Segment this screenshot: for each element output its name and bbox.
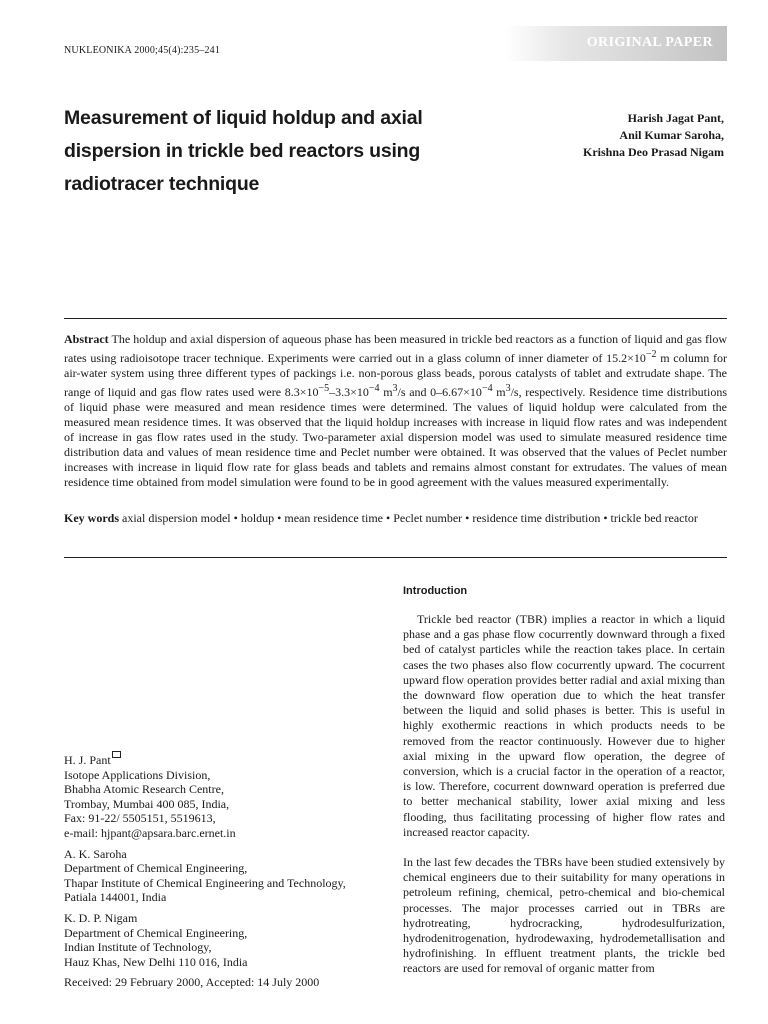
affiliation-block [64, 847, 384, 905]
paragraph: In the last few decades the TBRs have been studied extensively by chemical engineers due to their suitability for many operations in petroleum refining, chemical, petro-chemical and bio-chemical processes. The major processes carried out in TBRs are hydrotreating, hydrocracking, hydrodesulfurization, hydrodenitrogenation, hydrodewaxing, hydrodemetallisation and hydrofinishing. In effluent treatment plants, the trickle bed reactors are used for removal of organic matter from [403, 855, 725, 976]
article-type-badge [505, 26, 727, 61]
section-heading: Introduction [403, 585, 468, 597]
affiliations [64, 751, 384, 990]
superscript: −2 [645, 349, 657, 360]
abstract-text: m [492, 385, 506, 399]
author-name: Krishna Deo Prasad Nigam [583, 145, 724, 159]
affiliation-author [64, 751, 384, 768]
author-name: Harish Jagat Pant, [627, 111, 724, 125]
abstract-text: m [379, 385, 393, 399]
superscript: −4 [368, 383, 380, 394]
article-type-label: ORIGINAL PAPER [586, 35, 713, 50]
abstract-text: /s, respectively. Residence time distributions of liquid phase were measured and mean residence times were determined. The values of liquid holdup were calculated from the measured mean residence times. It was observed that the liquid holdup increases with increase in liquid flow rates and was independent of increase in gas flow rates used in the study. Two-parameter axial dispersion model was used to simulate measured residence time distribution data and values of mean residence time and Peclet number were obtained. It was observed that the values of Peclet number increases with increase in liquid flow rate for glass beads and tablets and remains almost constant for extrudates. The values of mean residence time obtained from model simulation were found to be in good agreement with the values measured experimentally. [64, 385, 727, 489]
paper-title: Measurement of liquid holdup and axial dispersion in trickle bed reactors using radiotracer technique [64, 107, 423, 195]
affiliation-line: Hauz Khas, New Delhi 110 016, India [64, 954, 248, 969]
abstract-text: /s and 0–6.67×10 [397, 385, 482, 399]
abstract-text: The holdup and axial dispersion of aqueous phase has been measured in trickle bed reactors as a function of liquid and gas flow rates using radioisotope tracer technique. Experiments were carried out in a glass column of inner diameter of 15.2×10 [64, 332, 727, 365]
journal-reference: NUKLEONIKA 2000;45(4):235–241 [64, 45, 221, 56]
superscript: −4 [481, 383, 493, 394]
author-list [583, 110, 724, 161]
paragraph: Trickle bed reactor (TBR) implies a reactor in which a liquid phase and a gas phase flow cocurrently downward through a fixed bed of catalyst particles while the reaction takes place. In certain cases the two phases also flow cocurrently upward. The cocurrent upward flow operation provides better radial and axial mixing than the downward flow operation due to which the heat transfer between the liquid and solid phases is better. This is useful in highly exothermic reactions in which products needs to be removed from the reactor continuously. However due to higher axial mixing in the upward flow operation, the degree of conversion, which is a crucial factor in the operation of a reactor, is low. Therefore, cocurrent downward operation is preferred due to better mechanical stability, lower axial mixing and less flooding, thus facilitating processing of higher flow rates and increased reactor capacity. [403, 612, 725, 839]
envelope-icon [112, 751, 121, 758]
divider [64, 557, 727, 558]
keywords-label: Key words [64, 511, 119, 525]
keywords-text: axial dispersion model • holdup • mean residence time • Peclet number • residence time distribution • trickle bed reactor [122, 511, 698, 525]
superscript: 3 [392, 383, 398, 394]
affiliation-line: Trombay, Mumbai 400 085, India, [64, 796, 230, 811]
affiliation-line: Bhabha Atomic Research Centre, [64, 782, 224, 797]
affiliation-name: K. D. P. Nigam [64, 910, 138, 925]
superscript: 3 [505, 383, 511, 394]
abstract [64, 332, 727, 490]
introduction-body [403, 612, 725, 977]
affiliation-line: Patiala 144001, India [64, 890, 167, 905]
affiliation-line: Isotope Applications Division, [64, 767, 211, 782]
affiliation-line: Department of Chemical Engineering, [64, 925, 248, 940]
abstract-text: –3.3×10 [329, 385, 369, 399]
affiliation-name: A. K. Saroha [64, 846, 127, 861]
affiliation-email: e-mail: hjpant@apsara.barc.ernet.in [64, 825, 236, 840]
affiliation-line: Thapar Institute of Chemical Engineering and Technology, [64, 875, 346, 890]
affiliation-name: H. J. Pant [64, 753, 111, 767]
affiliation-line: Department of Chemical Engineering, [64, 861, 248, 876]
keywords [64, 511, 727, 526]
received-dates: Received: 29 February 2000, Accepted: 14 July 2000 [64, 975, 320, 990]
affiliation-line: Indian Institute of Technology, [64, 940, 212, 955]
abstract-text: m column for air-water system using three different types of packings i.e. non-porous glass beads, porous catalysts of tablet and extrudate shape. The range of liquid and gas flow rates used were 8.3×10 [64, 351, 728, 399]
abstract-label: Abstract [64, 332, 109, 346]
superscript: −5 [318, 383, 330, 394]
affiliation-block [64, 911, 384, 969]
author-name: Anil Kumar Saroha, [619, 128, 724, 142]
affiliation-block [64, 751, 384, 841]
affiliation-line: Fax: 91-22/ 5505151, 5519613, [64, 811, 216, 826]
divider [64, 318, 727, 319]
